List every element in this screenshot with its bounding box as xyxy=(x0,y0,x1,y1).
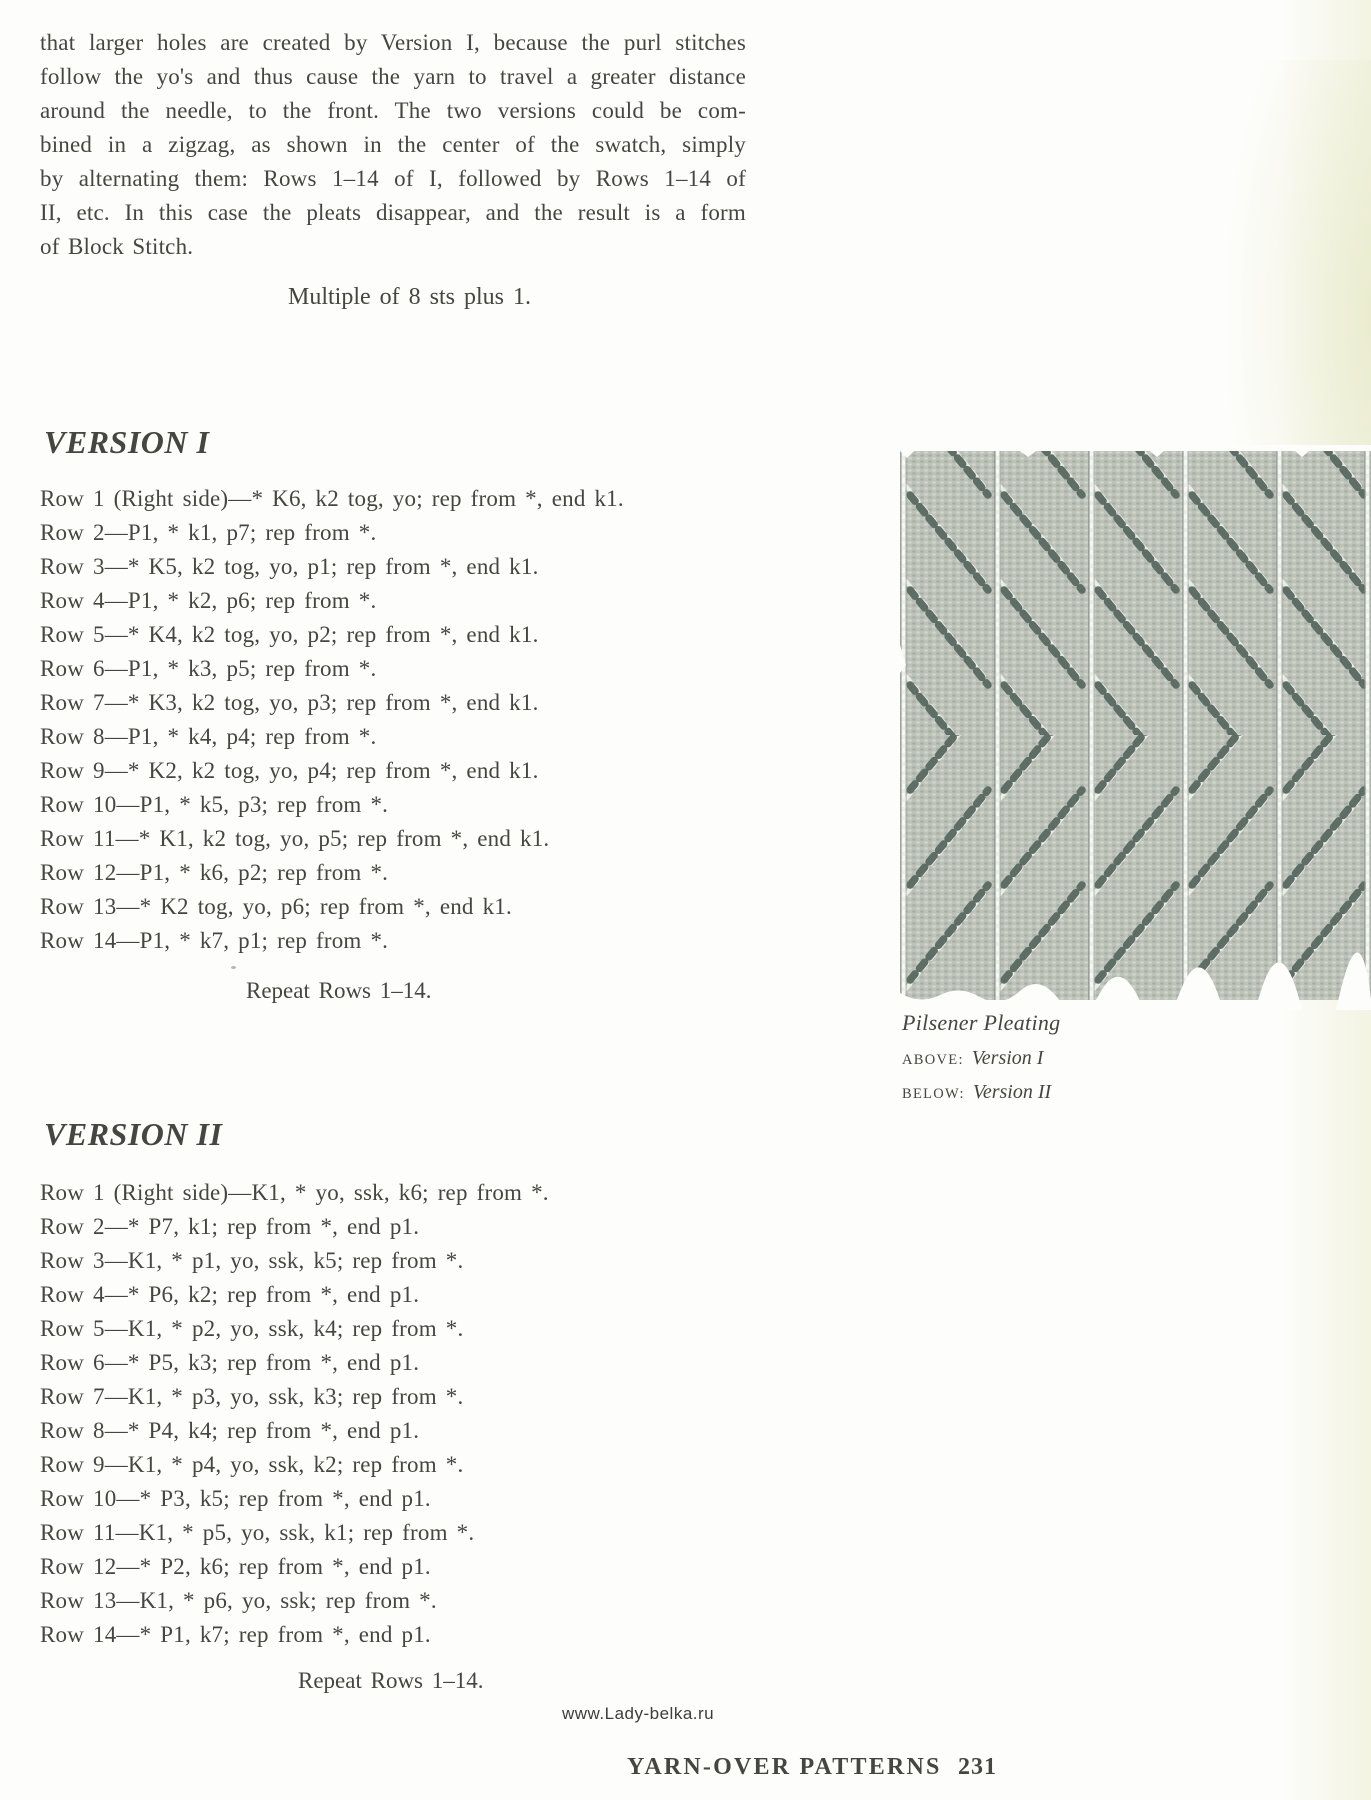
row-line: Row 5—* K4, k2 tog, yo, p2; rep from *, end k1. xyxy=(40,622,539,647)
row-line: Row 8—P1, * k4, p4; rep from *. xyxy=(40,724,377,749)
row-line: Row 14—P1, * k7, p1; rep from *. xyxy=(40,928,389,953)
row-line: Row 8—* P4, k4; rep from *, end p1. xyxy=(40,1418,420,1443)
version2-repeat-note: Repeat Rows 1–14. xyxy=(298,1668,484,1693)
intro-line: of Block Stitch. xyxy=(40,234,194,259)
site-watermark: www.Lady-belka.ru xyxy=(562,1704,715,1723)
row-line: Row 7—* K3, k2 tog, yo, p3; rep from *, end k1. xyxy=(40,690,539,715)
version1-repeat-note: Repeat Rows 1–14. xyxy=(246,978,432,1003)
row-line: Row 9—* K2, k2 tog, yo, p4; rep from *, end k1. xyxy=(40,758,539,783)
row-line: Row 10—* P3, k5; rep from *, end p1. xyxy=(40,1486,431,1511)
intro-line: that larger holes are created by Version I, because the purl stitches xyxy=(40,30,746,55)
row-line: Row 6—P1, * k3, p5; rep from *. xyxy=(40,656,377,681)
intro-line: around the needle, to the front. The two versions could be com- xyxy=(40,98,746,123)
intro-line: by alternating them: Rows 1–14 of I, followed by Rows 1–14 of xyxy=(40,166,746,191)
row-line: Row 13—K1, * p6, yo, ssk; rep from *. xyxy=(40,1588,437,1613)
row-line: Row 7—K1, * p3, yo, ssk, k3; rep from *. xyxy=(40,1384,464,1409)
version2-rows xyxy=(40,1176,760,1652)
intro-line: II, etc. In this case the pleats disappear, and the result is a form xyxy=(40,200,746,225)
row-line: Row 5—K1, * p2, yo, ssk, k4; rep from *. xyxy=(40,1316,464,1341)
caption-below-value: Version II xyxy=(972,1081,1052,1103)
row-line: Row 2—P1, * k1, p7; rep from *. xyxy=(40,520,377,545)
version2-heading: VERSION II xyxy=(44,1116,223,1152)
intro-line: follow the yo's and thus cause the yarn to travel a greater distance xyxy=(40,64,746,89)
intro-paragraph xyxy=(40,26,746,264)
row-line: Row 11—K1, * p5, yo, ssk, k1; rep from *. xyxy=(40,1520,475,1545)
row-line: Row 4—* P6, k2; rep from *, end p1. xyxy=(40,1282,420,1307)
row-line: Row 9—K1, * p4, yo, ssk, k2; rep from *. xyxy=(40,1452,464,1477)
caption-above-value: Version I xyxy=(971,1047,1044,1069)
caption-below-label: BELOW: xyxy=(902,1086,965,1102)
caption-title: Pilsener Pleating xyxy=(902,1010,1061,1035)
row-line: Row 1 (Right side)—K1, * yo, ssk, k6; rep from *. xyxy=(40,1180,549,1205)
row-line: Row 1 (Right side)—* K6, k2 tog, yo; rep from *, end k1. xyxy=(40,486,624,511)
intro-line: bined in a zigzag, as shown in the center of the swatch, simply xyxy=(40,132,746,157)
row-line: Row 14—* P1, k7; rep from *, end p1. xyxy=(40,1622,431,1647)
row-line: Row 10—P1, * k5, p3; rep from *. xyxy=(40,792,389,817)
multiple-note: Multiple of 8 sts plus 1. xyxy=(288,284,532,310)
row-line: Row 11—* K1, k2 tog, yo, p5; rep from *, end k1. xyxy=(40,826,550,851)
footer-page-number: 231 xyxy=(958,1754,997,1780)
row-line: Row 3—* K5, k2 tog, yo, p1; rep from *, end k1. xyxy=(40,554,539,579)
caption-above-line xyxy=(902,1047,1342,1070)
row-line: Row 4—P1, * k2, p6; rep from *. xyxy=(40,588,377,613)
row-line: Row 6—* P5, k3; rep from *, end p1. xyxy=(40,1350,420,1375)
row-line: Row 3—K1, * p1, yo, ssk, k5; rep from *. xyxy=(40,1248,464,1273)
knit-swatch-graphic xyxy=(900,445,1371,1010)
version1-rows xyxy=(40,482,760,958)
version1-heading: VERSION I xyxy=(44,424,210,460)
row-line: Row 12—* P2, k6; rep from *, end p1. xyxy=(40,1554,431,1579)
knit-swatch-photo xyxy=(900,445,1371,1010)
caption-above-label: ABOVE: xyxy=(902,1052,964,1068)
caption-below-line xyxy=(902,1081,1342,1104)
row-line: Row 12—P1, * k6, p2; rep from *. xyxy=(40,860,389,885)
row-line: Row 13—* K2 tog, yo, p6; rep from *, end k1. xyxy=(40,894,512,919)
ink-smudge xyxy=(231,966,236,969)
photo-caption xyxy=(902,1010,1342,1104)
row-line: Row 2—* P7, k1; rep from *, end p1. xyxy=(40,1214,420,1239)
footer-section-title: YARN-OVER PATTERNS xyxy=(627,1754,942,1780)
